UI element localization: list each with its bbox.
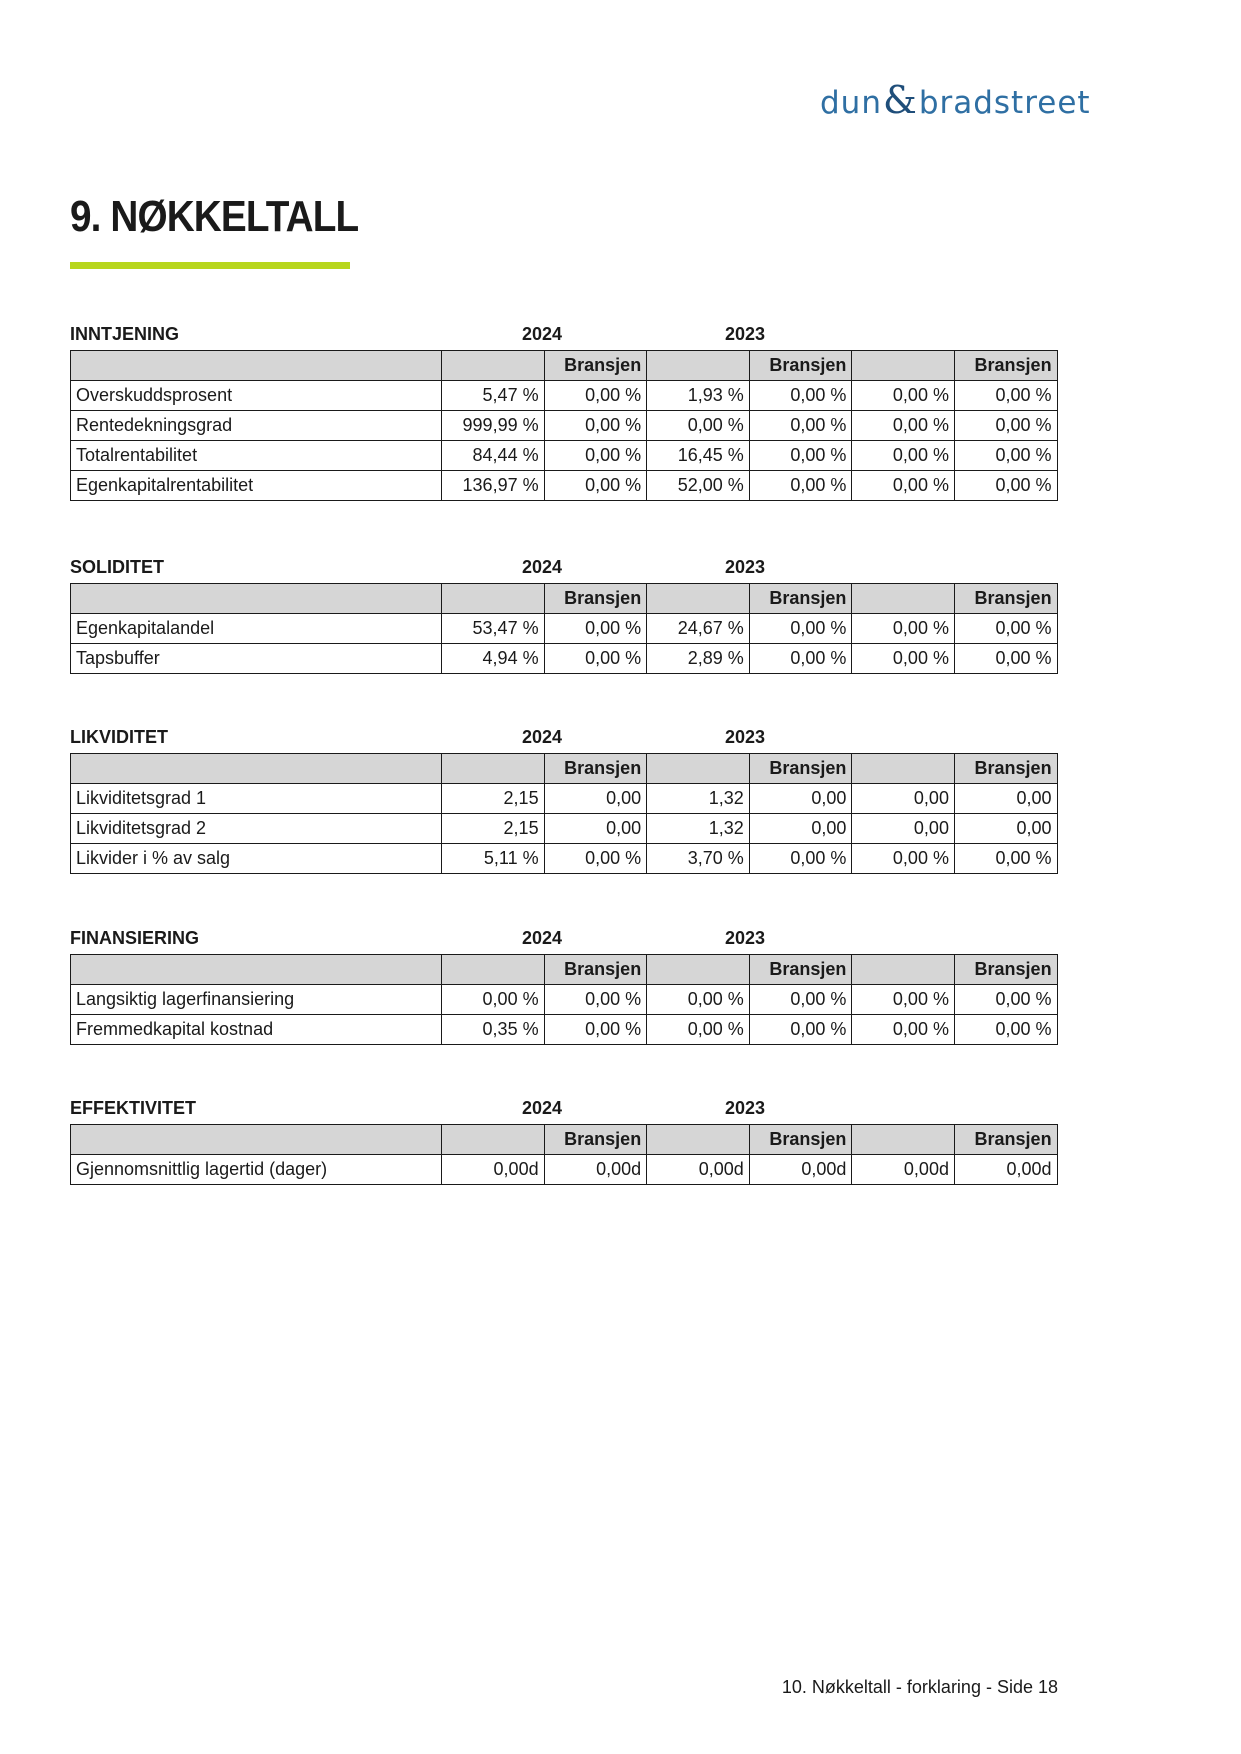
section-header bbox=[70, 723, 1057, 753]
value-cell: 0,00 bbox=[852, 784, 955, 814]
row-label: Likvider i % av salg bbox=[71, 844, 442, 874]
value-cell: 0,00d bbox=[544, 1155, 647, 1185]
value-cell: 5,11 % bbox=[442, 844, 545, 874]
value-cell: 0,00 % bbox=[954, 411, 1057, 441]
column-header-bransjen: Bransjen bbox=[954, 351, 1057, 381]
table-row bbox=[71, 441, 1058, 471]
value-cell: 0,00 % bbox=[544, 985, 647, 1015]
year-label-2023: 2023 bbox=[725, 727, 766, 747]
value-cell: 16,45 % bbox=[647, 441, 750, 471]
value-cell: 2,89 % bbox=[647, 644, 750, 674]
value-cell: 24,67 % bbox=[647, 614, 750, 644]
value-cell: 0,00d bbox=[852, 1155, 955, 1185]
table-row bbox=[71, 644, 1058, 674]
value-cell: 0,00d bbox=[442, 1155, 545, 1185]
value-cell: 0,00 bbox=[544, 784, 647, 814]
table-row bbox=[71, 1155, 1058, 1185]
page-title: 9. NØKKELTALL bbox=[70, 192, 359, 241]
year-label-2023: 2023 bbox=[725, 324, 766, 344]
column-header-empty bbox=[71, 351, 442, 381]
value-cell: 0,00 % bbox=[954, 471, 1057, 501]
value-cell: 0,00 bbox=[852, 814, 955, 844]
table-header-row bbox=[71, 754, 1058, 784]
section-inntjening bbox=[70, 320, 1057, 501]
column-header-empty bbox=[71, 955, 442, 985]
row-label: Totalrentabilitet bbox=[71, 441, 442, 471]
row-label: Likviditetsgrad 1 bbox=[71, 784, 442, 814]
year-label-2024: 2024 bbox=[522, 324, 563, 344]
value-cell: 5,47 % bbox=[442, 381, 545, 411]
column-header-bransjen: Bransjen bbox=[544, 754, 647, 784]
value-cell: 0,00 % bbox=[442, 985, 545, 1015]
value-cell: 1,32 bbox=[647, 784, 750, 814]
section-header bbox=[70, 924, 1057, 954]
column-header-bransjen: Bransjen bbox=[749, 351, 852, 381]
column-header-bransjen: Bransjen bbox=[749, 754, 852, 784]
column-header-empty bbox=[442, 955, 545, 985]
section-title: SOLIDITET bbox=[70, 557, 164, 577]
logo-text-bradstreet: bradstreet bbox=[918, 85, 1091, 121]
value-cell: 0,00 % bbox=[954, 381, 1057, 411]
dun-bradstreet-logo bbox=[820, 78, 1091, 128]
table-header-row bbox=[71, 955, 1058, 985]
section-title: LIKVIDITET bbox=[70, 727, 168, 747]
column-header-empty bbox=[852, 1125, 955, 1155]
column-header-empty bbox=[647, 351, 750, 381]
table-row bbox=[71, 844, 1058, 874]
column-header-empty bbox=[442, 754, 545, 784]
value-cell: 0,00 % bbox=[954, 1015, 1057, 1045]
row-label: Egenkapitalandel bbox=[71, 614, 442, 644]
table-row bbox=[71, 614, 1058, 644]
value-cell: 53,47 % bbox=[442, 614, 545, 644]
value-cell: 0,00 % bbox=[647, 411, 750, 441]
value-cell: 2,15 bbox=[442, 784, 545, 814]
row-label: Egenkapitalrentabilitet bbox=[71, 471, 442, 501]
value-cell: 4,94 % bbox=[442, 644, 545, 674]
year-label-2024: 2024 bbox=[522, 727, 563, 747]
column-header-empty bbox=[852, 584, 955, 614]
table-row bbox=[71, 381, 1058, 411]
value-cell: 0,00 % bbox=[749, 471, 852, 501]
ratio-table bbox=[70, 753, 1058, 874]
column-header-empty bbox=[852, 351, 955, 381]
value-cell: 0,00 % bbox=[852, 985, 955, 1015]
column-header-empty bbox=[852, 754, 955, 784]
section-likviditet bbox=[70, 723, 1057, 874]
value-cell: 0,00 bbox=[954, 814, 1057, 844]
value-cell: 0,00d bbox=[954, 1155, 1057, 1185]
value-cell: 999,99 % bbox=[442, 411, 545, 441]
column-header-empty bbox=[442, 1125, 545, 1155]
value-cell: 0,00d bbox=[749, 1155, 852, 1185]
value-cell: 0,00d bbox=[647, 1155, 750, 1185]
column-header-bransjen: Bransjen bbox=[954, 584, 1057, 614]
value-cell: 0,00 % bbox=[852, 411, 955, 441]
value-cell: 0,35 % bbox=[442, 1015, 545, 1045]
column-header-empty bbox=[442, 351, 545, 381]
value-cell: 0,00 bbox=[954, 784, 1057, 814]
value-cell: 0,00 % bbox=[544, 441, 647, 471]
value-cell: 0,00 % bbox=[749, 614, 852, 644]
column-header-empty bbox=[647, 955, 750, 985]
table-row bbox=[71, 1015, 1058, 1045]
value-cell: 1,32 bbox=[647, 814, 750, 844]
value-cell: 0,00 % bbox=[852, 441, 955, 471]
value-cell: 0,00 % bbox=[749, 1015, 852, 1045]
year-label-2023: 2023 bbox=[725, 928, 766, 948]
column-header-empty bbox=[442, 584, 545, 614]
column-header-bransjen: Bransjen bbox=[954, 754, 1057, 784]
value-cell: 0,00 % bbox=[749, 381, 852, 411]
logo-text-dun: dun bbox=[820, 85, 882, 121]
row-label: Overskuddsprosent bbox=[71, 381, 442, 411]
value-cell: 0,00 % bbox=[544, 411, 647, 441]
ratio-table bbox=[70, 1124, 1058, 1185]
column-header-bransjen: Bransjen bbox=[749, 584, 852, 614]
column-header-bransjen: Bransjen bbox=[749, 1125, 852, 1155]
ratio-table bbox=[70, 583, 1058, 674]
year-label-2024: 2024 bbox=[522, 557, 563, 577]
column-header-bransjen: Bransjen bbox=[749, 955, 852, 985]
column-header-bransjen: Bransjen bbox=[544, 1125, 647, 1155]
value-cell: 0,00 % bbox=[954, 614, 1057, 644]
table-header-row bbox=[71, 1125, 1058, 1155]
column-header-bransjen: Bransjen bbox=[954, 1125, 1057, 1155]
value-cell: 0,00 % bbox=[647, 1015, 750, 1045]
value-cell: 0,00 % bbox=[749, 411, 852, 441]
value-cell: 0,00 % bbox=[749, 985, 852, 1015]
value-cell: 0,00 % bbox=[544, 614, 647, 644]
column-header-empty bbox=[71, 1125, 442, 1155]
section-soliditet bbox=[70, 553, 1057, 674]
section-title: EFFEKTIVITET bbox=[70, 1098, 196, 1118]
value-cell: 0,00 % bbox=[954, 844, 1057, 874]
value-cell: 0,00 % bbox=[852, 1015, 955, 1045]
section-header bbox=[70, 1094, 1057, 1124]
ratio-table bbox=[70, 954, 1058, 1045]
year-label-2024: 2024 bbox=[522, 928, 563, 948]
value-cell: 1,93 % bbox=[647, 381, 750, 411]
value-cell: 3,70 % bbox=[647, 844, 750, 874]
column-header-empty bbox=[71, 584, 442, 614]
value-cell: 0,00 % bbox=[544, 644, 647, 674]
value-cell: 0,00 bbox=[544, 814, 647, 844]
title-underline bbox=[70, 262, 350, 269]
column-header-empty bbox=[647, 1125, 750, 1155]
value-cell: 0,00 % bbox=[954, 441, 1057, 471]
year-label-2023: 2023 bbox=[725, 1098, 766, 1118]
value-cell: 136,97 % bbox=[442, 471, 545, 501]
value-cell: 0,00 % bbox=[954, 644, 1057, 674]
column-header-bransjen: Bransjen bbox=[544, 351, 647, 381]
column-header-bransjen: Bransjen bbox=[544, 955, 647, 985]
value-cell: 0,00 % bbox=[852, 614, 955, 644]
row-label: Likviditetsgrad 2 bbox=[71, 814, 442, 844]
row-label: Fremmedkapital kostnad bbox=[71, 1015, 442, 1045]
value-cell: 0,00 % bbox=[544, 381, 647, 411]
value-cell: 0,00 % bbox=[544, 1015, 647, 1045]
column-header-empty bbox=[852, 955, 955, 985]
year-label-2024: 2024 bbox=[522, 1098, 563, 1118]
table-header-row bbox=[71, 584, 1058, 614]
value-cell: 0,00 % bbox=[954, 985, 1057, 1015]
column-header-bransjen: Bransjen bbox=[544, 584, 647, 614]
section-effektivitet bbox=[70, 1094, 1057, 1185]
row-label: Tapsbuffer bbox=[71, 644, 442, 674]
value-cell: 0,00 % bbox=[852, 644, 955, 674]
table-row bbox=[71, 814, 1058, 844]
ratio-table bbox=[70, 350, 1058, 501]
row-label: Rentedekningsgrad bbox=[71, 411, 442, 441]
column-header-bransjen: Bransjen bbox=[954, 955, 1057, 985]
column-header-empty bbox=[71, 754, 442, 784]
value-cell: 84,44 % bbox=[442, 441, 545, 471]
value-cell: 0,00 % bbox=[852, 381, 955, 411]
value-cell: 0,00 % bbox=[749, 441, 852, 471]
value-cell: 0,00 bbox=[749, 784, 852, 814]
table-row bbox=[71, 411, 1058, 441]
value-cell: 52,00 % bbox=[647, 471, 750, 501]
value-cell: 0,00 % bbox=[544, 844, 647, 874]
value-cell: 0,00 % bbox=[647, 985, 750, 1015]
section-header bbox=[70, 320, 1057, 350]
value-cell: 0,00 % bbox=[749, 644, 852, 674]
table-row bbox=[71, 784, 1058, 814]
logo-ampersand: & bbox=[882, 78, 918, 122]
section-header bbox=[70, 553, 1057, 583]
row-label: Langsiktig lagerfinansiering bbox=[71, 985, 442, 1015]
section-title: INNTJENING bbox=[70, 324, 180, 344]
page-footer: 10. Nøkkeltall - forklaring - Side 18 bbox=[781, 1677, 1058, 1697]
section-finansiering bbox=[70, 924, 1057, 1045]
year-label-2023: 2023 bbox=[725, 557, 766, 577]
value-cell: 0,00 % bbox=[749, 844, 852, 874]
value-cell: 2,15 bbox=[442, 814, 545, 844]
table-row bbox=[71, 985, 1058, 1015]
section-title: FINANSIERING bbox=[70, 928, 200, 948]
row-label: Gjennomsnittlig lagertid (dager) bbox=[71, 1155, 442, 1185]
column-header-empty bbox=[647, 754, 750, 784]
table-row bbox=[71, 471, 1058, 501]
value-cell: 0,00 % bbox=[852, 471, 955, 501]
column-header-empty bbox=[647, 584, 750, 614]
table-header-row bbox=[71, 351, 1058, 381]
value-cell: 0,00 % bbox=[544, 471, 647, 501]
value-cell: 0,00 % bbox=[852, 844, 955, 874]
value-cell: 0,00 bbox=[749, 814, 852, 844]
